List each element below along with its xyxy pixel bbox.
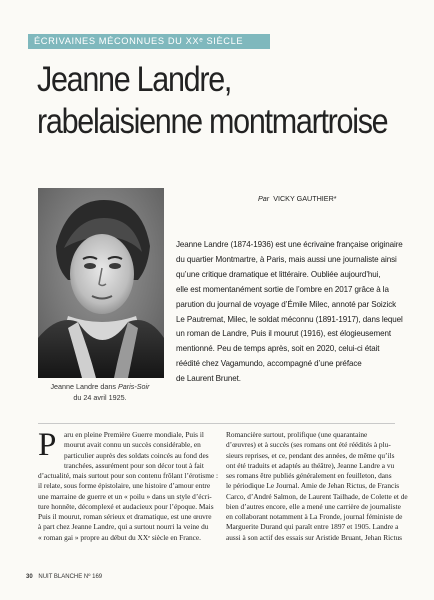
photo-caption-line-2: du 24 avril 1925.: [73, 393, 127, 402]
page-footer: [26, 574, 102, 580]
intro-line: qu’une critique dramatique et littéraire. Oubliée aujourd’hui,: [176, 269, 381, 279]
body-line: tranchées, assurément pour son décor tout à fait: [64, 460, 204, 470]
body-line: il relate, sous forme épistolaire, une histoire d’amour entre: [38, 481, 211, 491]
article-title-line-1: Jeanne Landre,: [37, 59, 232, 99]
body-line: mourut avait connu un succès considérable, en: [64, 440, 201, 450]
body-line: sieurs reprises, et ce, pendant des années, de même qu’ils: [226, 450, 395, 460]
article-title-line-2: rabelaisienne montmartroise: [37, 101, 388, 141]
body-line: « roman gai » propre au début du XXᵉ siècle en France.: [38, 532, 201, 542]
byline: [258, 194, 337, 203]
article-intro: [176, 238, 418, 387]
portrait-photo: [38, 188, 164, 378]
intro-line: Le Pautremat, Milec, le soldat méconnu (1891-1917), dans lequel: [176, 314, 403, 324]
caption-newspaper: Paris-Soir: [117, 382, 150, 391]
body-line: aussi à son actif des essais sur Aristide Bruant, Jehan Rictus: [226, 532, 403, 542]
body-line: ont été traduits et adaptés au théâtre), Jeanne Landre a vu: [226, 460, 395, 470]
body-line: Romancière surtout, prolifique (une quarantaine: [226, 430, 368, 439]
body-line: bien d’autres encore, elle a mené une carrière de journaliste: [226, 501, 401, 511]
caption-text: Jeanne Landre dans: [50, 382, 118, 391]
body-line: en collaborant notamment à La Fronde, journal féministe de: [226, 512, 403, 521]
intro-line: réédité chez Vagamundo, accompagné d’une préface: [176, 359, 362, 369]
article-title: [37, 58, 388, 142]
intro-line: mentionné. Peu de temps après, soit en 2020, celui-ci était: [176, 344, 380, 354]
body-line: le périodique Le Journal. Amie de Jehan Rictus, de Francis: [226, 481, 400, 491]
intro-line: parution du journal de voyage d’Émile Milec, annoté par Soizick: [176, 299, 397, 309]
body-line: à part chez Jeanne Landre, qui a surtout nourri la veine du: [38, 522, 209, 532]
intro-line: elle est momentanément sortie de l’ombre en 2017 grâce à la: [176, 284, 389, 294]
byline-prefix: Par: [258, 194, 270, 203]
page-number: 30: [26, 574, 33, 580]
intro-line: un roman de Landre, Puis il mourut (1916), est élogieusement: [176, 329, 391, 339]
portrait-image: [38, 188, 164, 378]
body-line: ses romans être publiés généralement en feuilleton, dans: [226, 471, 392, 480]
body-column-right: [226, 430, 408, 543]
drop-cap: P: [38, 427, 57, 463]
body-line: d’actualité, mais surtout pour son contenu frôlant l’érotisme :: [38, 471, 219, 480]
intro-line: de Laurent Brunet.: [176, 374, 241, 384]
body-line: Marguerite Durand qui paraît entre 1897 et 1905. Landre a: [226, 522, 399, 532]
intro-line: Jeanne Landre (1874-1936) est une écrivaine française originaire: [176, 240, 403, 249]
photo-caption-line-1: [30, 381, 170, 392]
body-line: particulier auprès des soldats coincés au fond des: [64, 450, 209, 460]
body-column-left: [38, 427, 219, 543]
body-line: Puis il mourut, roman sérieux et dramatique, est une œuvre: [38, 512, 212, 521]
body-line: ture honnête, décomplexé et audacieux pour l’époque. Mais: [38, 501, 214, 511]
photo-caption: [30, 381, 170, 403]
byline-author: VICKY GAUTHIER*: [273, 194, 337, 203]
body-line: une marraine de guerre et un « poilu » dans un style d’écri-: [38, 491, 212, 501]
section-divider: [38, 423, 395, 424]
section-banner: ÉCRIVAINES MÉCONNUES DU XXᵉ SIÈCLE: [28, 34, 270, 49]
magazine-issue: NUIT BLANCHE Nº 169: [38, 574, 103, 580]
body-line: aru en pleine Première Guerre mondiale, Puis il: [64, 430, 204, 439]
body-line: Carco, d’André Salmon, de Laurent Tailhade, de Colette et de: [226, 491, 408, 501]
body-line: d’œuvres) et à succès (ses romans ont été réédités à plu-: [226, 440, 391, 450]
intro-line: du quartier Montmartre, à Paris, mais aussi une journaliste ainsi: [176, 254, 397, 264]
